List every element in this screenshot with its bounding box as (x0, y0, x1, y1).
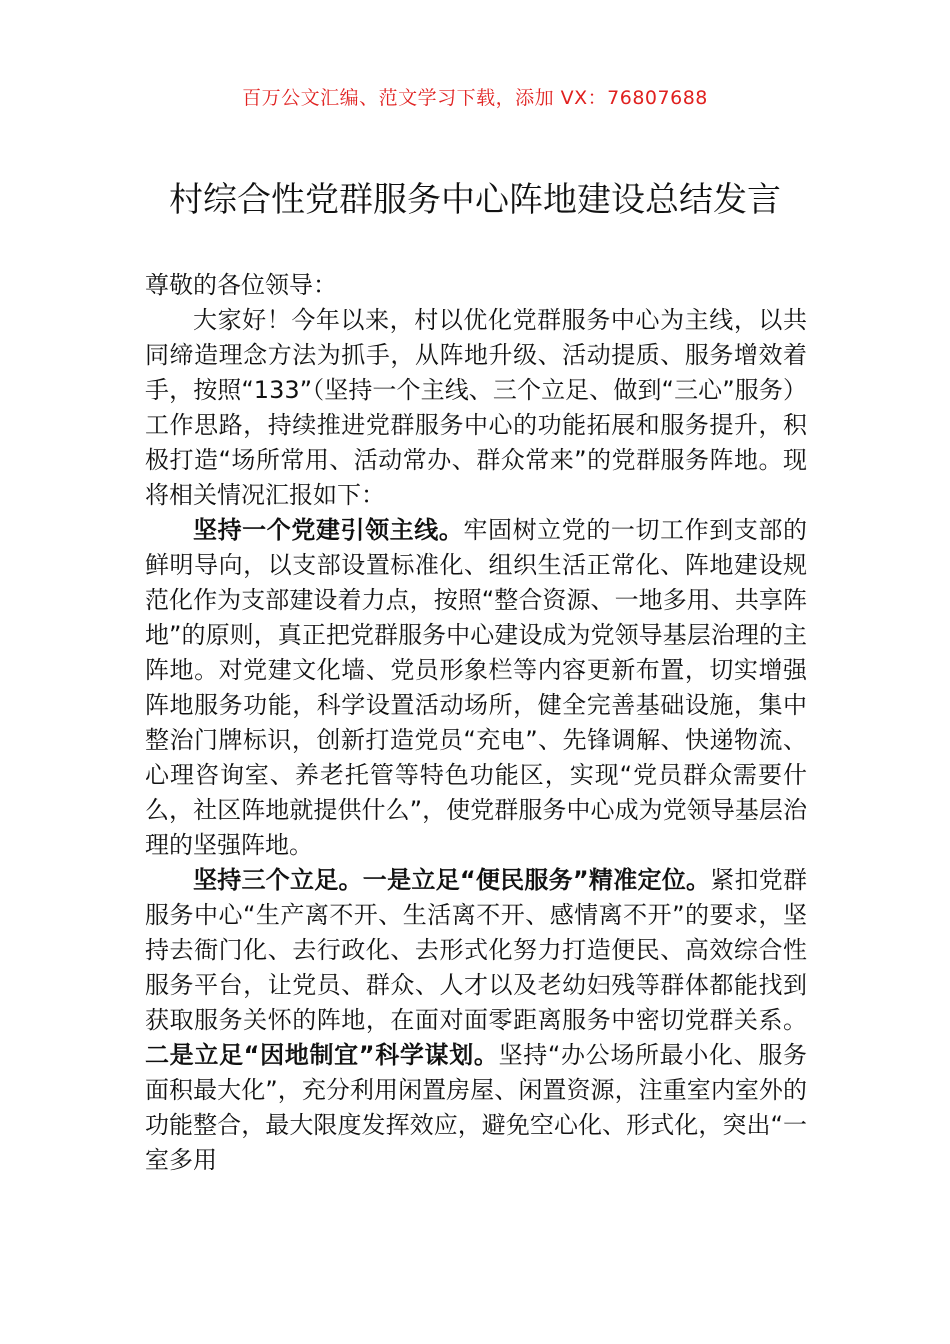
paragraph-intro (145, 303, 807, 513)
paragraph-three-foundations-lead-1: 坚持三个立足。一是立足“便民服务”精准定位。 (193, 866, 711, 894)
paragraph-main-line (145, 513, 807, 863)
header-note: 百万公文汇编、范文学习下载，添加 VX：76807688 (242, 87, 708, 109)
paragraph-three-foundations-text-2: 坚持“办公场所最小化、服务面积最大化”，充分利用闲置房屋、闲置资源，注重室内室外的功能整合，最大限度发挥效应，避免空心化、形式化，突出“一室多用 (145, 1041, 808, 1174)
paragraph-main-line-text: 牢固树立党的一切工作到支部的鲜明导向，以支部设置标准化、组织生活正常化、阵地建设规范化作为支部建设着力点，按照“整合资源、一地多用、共享阵地”的原则，真正把党群服务中心建设成为党领导基层治理的主阵地。对党建文化墙、党员形象栏等内容更新布置，切实增强阵地服务功能，科学设置活动场所，健全完善基础设施，集中整治门牌标识，创新打造党员“充电”、先锋调解、快递物流、心理咨询室、养老托管等特色功能区，实现“党员群众需要什么，社区阵地就提供什么”，使党群服务中心成为党领导基层治理的坚强阵地。 (145, 516, 808, 859)
salutation: 尊敬的各位领导： (145, 271, 337, 299)
paragraph-three-foundations (145, 863, 807, 1178)
paragraph-three-foundations-lead-2: 二是立足“因地制宜”科学谋划。 (145, 1041, 499, 1069)
paragraph-main-line-lead: 坚持一个党建引领主线。 (193, 516, 464, 544)
document-title: 村综合性党群服务中心阵地建设总结发言 (169, 180, 781, 220)
document-body (145, 268, 807, 1178)
paragraph-intro-text: 大家好！今年以来，村以优化党群服务中心为主线，以共同缔造理念方法为抓手，从阵地升级、活动提质、服务增效着手，按照“133”（坚持一个主线、三个立足、做到“三心”服务）工作思路，持续推进党群服务中心的功能拓展和服务提升，积极打造“场所常用、活动常办、群众常来”的党群服务阵地。现将相关情况汇报如下： (145, 306, 807, 509)
paragraph-three-foundations-text-1: 紧扣党群服务中心“生产离不开、生活离不开、感情离不开”的要求，坚持去衙门化、去行政化、去形式化努力打造便民、高效综合性服务平台，让党员、群众、人才以及老幼妇残等群体都能找到获取服务关怀的阵地，在面对面零距离服务中密切党群关系。 (145, 866, 808, 1034)
